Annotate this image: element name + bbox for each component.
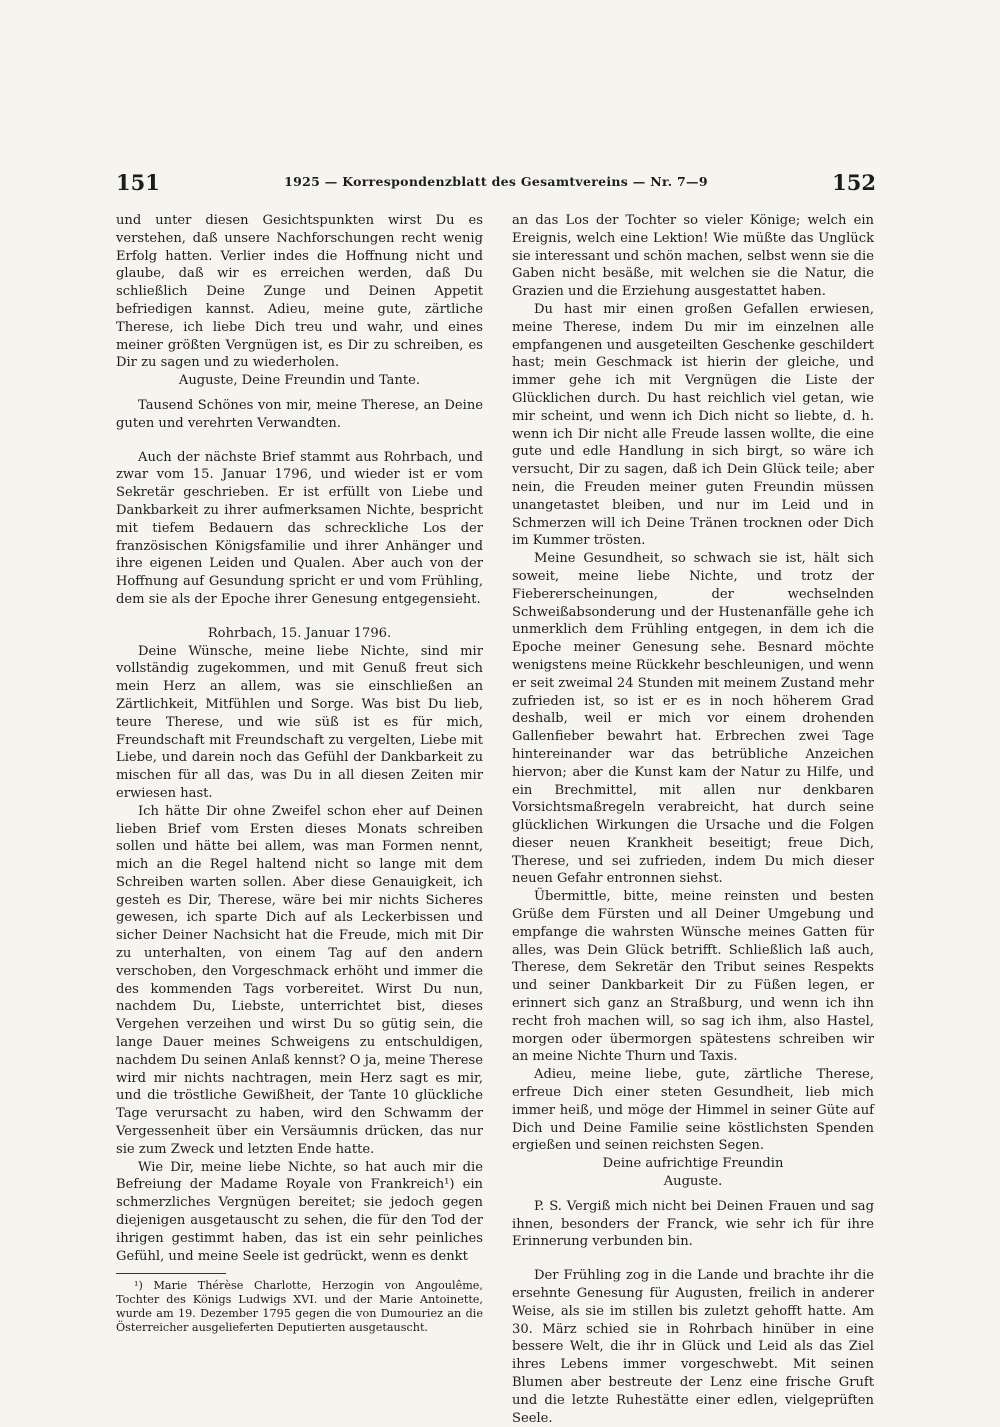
footnote: ¹) Marie Thérèse Charlotte, Herzogin von Angoulême, Tochter des Königs Ludwigs XVI. und der Marie Antoinette, wurde am 19. Dezember 1795 gegen die von Dumouriez an die Österreicher ausgelieferten Deputierten ausgetauscht. xyxy=(116,1279,483,1335)
paragraph: Meine Gesundheit, so schwach sie ist, hält sich soweit, meine liebe Nichte, und trotz der Fiebererscheinungen, der wechselnden Schweißabsonderung und der Hustenanfälle gehe ich unmerklich dem Frühling entgegen, in dem ich die Epoche meiner Genesung sehe. Besnard möchte wenigstens meine Rückkehr beschleunigen, und wenn er seit zweimal 24 Stunden mit meinem Zustand mehr zufrieden ist, so ist er es in noch höherem Grad deshalb, weil er mich vor einem drohenden Gallenfieber bewahrt hat. Erbrechen zwei Tage hintereinander war das betrübliche Anzeichen hiervon; aber die Kunst kam der Natur zu Hilfe, und ein Brechmittel, mit allen nur denkbaren Vorsichtsmaßregeln verabreicht, hat durch seine glücklichen Wirkungen die Ursache und die Folgen dieser neuen Krankheit beseitigt; freue Dich, Therese, und sei zufrieden, indem Du mich dieser neuen Gefahr entronnen siehst. xyxy=(512,551,874,887)
page-number-left: 151 xyxy=(116,170,160,195)
paragraph: Adieu, meine liebe, gute, zärtliche Therese, erfreue Dich einer steten Gesundheit, lieb mich immer heiß, und möge der Himmel in seiner Güte auf Dich und Deine Familie seine köstlichsten Spenden ergießen und seinen reichsten Segen. xyxy=(512,1067,874,1154)
paragraph: an das Los der Tochter so vieler Könige; welch ein Ereignis, welch eine Lektion! Wie müßte das Unglück sie interessant und schön machen, selbst wenn sie die Gaben nicht besäße, mit welchen sie die Natur, die Grazien und die Erziehung ausgestattet haben. xyxy=(512,213,874,300)
footnote-divider xyxy=(116,1273,226,1274)
paragraph: Du hast mir einen großen Gefallen erwiesen, meine Therese, indem Du mir im einzelnen alle empfangenen und ausgeteilten Geschenke geschildert hast; mein Geschmack ist hierin der gleiche, und immer gehe ich mit Vergnügen die Liste der Glücklichen durch. Du hast reichlich viel getan, wie mir scheint, und wenn ich Dich nicht so liebte, d. h. wenn ich Dir nicht alle Freude lassen wollte, die eine gute und edle Handlung in sich birgt, so wäre ich versucht, Dir zu sagen, daß ich Dein Glück teile; aber nein, die Freuden meiner guten Freundin müssen unangetastet bleiben, und nur im Leid und in Schmerzen will ich Deine Tränen trocknen oder Dich im Kummer trösten. xyxy=(512,301,874,549)
paragraph: Auch der nächste Brief stammt aus Rohrbach, und zwar vom 15. Januar 1796, und wieder ist er vom Sekretär geschrieben. Er ist erfüllt von Liebe und Dankbarkeit zu ihrer aufmerksamen Nichte, bespricht mit tiefem Bedauern das schreckliche Los der französischen Königsfamilie und ihrer Anhänger und ihre eigenen Leiden und Qualen. Aber auch von der Hoffnung auf Gesundung spricht er und vom Frühling, dem sie als der Epoche ihrer Genesung entgegensieht. xyxy=(116,449,483,607)
paragraph: Deine Wünsche, meine liebe Nichte, sind mir vollständig zugekommen, und mit Genuß freut sich mein Herz an allem, was sie einschließen an Zärtlichkeit, Mitfühlen und Sorge. Was bist Du lieb, teure Therese, und wie süß ist es für mich, Freundschaft mit Freundschaft zu vergelten, Liebe mit Liebe, und darein noch das Gefühl der Dankbarkeit zu mischen für all das, was Du in all diesen Zeiten mir erwiesen hast. xyxy=(116,643,483,801)
dateline: Rohrbach, 15. Januar 1796. xyxy=(207,625,392,641)
paragraph: Ich hätte Dir ohne Zweifel schon eher auf Deinen lieben Brief vom Ersten dieses Monats schreiben sollen und hätte bei allem, was man Formen nennt, mich an die Regel haltend nicht so lange mit dem Schreiben warten sollen. Aber diese Genauigkeit, ich gesteh es Dir, Therese, wäre bei mir nichts Sicheres gewesen, ich sparte Dich auf als Leckerbissen und sicher Deiner Nachsicht hat die Freude, mich mit Dir zu unterhalten, von einem Tag auf den andern verschoben, den Vorgeschmack erhöht und immer die des kommenden Tags vorbereitet. Wirst Du nun, nachdem Du, Liebste, unterrichtet bist, dieses Vergehen verzeihen und wirst Du so gütig sein, die lange Dauer meines Schweigens zu entschuldigen, nachdem Du seinen Anlaß kennst? O ja, meine Therese wird mir nichts nachtragen, mein Herz sagt es mir, und die tröstliche Gewißheit, der Tante 10 glückliche Tage verursacht zu haben, wird den Schwamm der Vergessenheit über ein Versäumnis drücken, das nur sie zum Zweck und letzten Ende hatte. xyxy=(116,803,483,1157)
paragraph: Wie Dir, meine liebe Nichte, so hat auch mir die Befreiung der Madame Royale von Frankreich¹) ein schmerzliches Vergnügen bereitet; sie jedoch gegen diejenigen ausgetauscht zu sehen, die für den Tod der ihrigen gestimmt haben, das ist ein sehr peinliches Gefühl, und meine Seele ist gedrückt, wenn es denkt xyxy=(116,1159,483,1264)
right-column xyxy=(512,212,874,1427)
paragraph: und unter diesen Gesichtspunkten wirst Du es verstehen, daß unsere Nachforschungen recht wenig Erfolg hatten. Verlier indes die Hoffnung nicht und glaube, daß wir es erreichen werden, daß Du schließlich Deine Zunge und Deinen Appetit befriedigen kannst. Adieu, meine gute, zärtliche Therese, ich liebe Dich treu und wahr, und eines meiner größten Vergnügen ist, es Dir zu schreiben, es Dir zu sagen und zu wiederholen. xyxy=(116,213,483,371)
signature-name: Auguste. xyxy=(663,1174,723,1190)
running-title: 1925 — Korrespondenzblatt des Gesamtvereins — Nr. 7—9 xyxy=(284,174,708,189)
postscript: P. S. Vergiß mich nicht bei Deinen Frauen und sag ihnen, besonders der Franck, wie sehr ich für ihre Erinnerung verbunden bin. xyxy=(512,1198,874,1250)
signature: Auguste, Deine Freundin und Tante. xyxy=(178,373,421,389)
signature: Deine aufrichtige Freundin xyxy=(602,1156,784,1172)
left-column xyxy=(116,212,483,1335)
paragraph: Der Frühling zog in die Lande und brachte ihr die ersehnte Genesung für Augusten, freilich in anderer Weise, als sie im stillen bis zuletzt gehofft hatte. Am 30. März schied sie in Rohrbach hinüber in eine bessere Welt, die ihr in Glück und Leid als das Ziel ihres Lebens immer vorgeschwebt. Mit seinen Blumen aber bestreute der Lenz eine frische Gruft und die letzte Ruhestätte einer edlen, vielgeprüften Seele. xyxy=(512,1268,874,1426)
page-header xyxy=(116,170,876,200)
paragraph: Tausend Schönes von mir, meine Therese, an Deine guten und verehrten Verwandten. xyxy=(116,397,483,431)
paragraph: Übermittle, bitte, meine reinsten und besten Grüße dem Fürsten und all Deiner Umgebung und empfange die wahrsten Wünsche meines Gatten für alles, was Dein Glück betrifft. Schließlich laß auch, Therese, dem Sekretär den Tribut seines Respekts und seiner Dankbarkeit Dir zu Füßen legen, er erinnert sich ganz an Straßburg, und wenn ich ihn recht froh machen will, so sag ich ihm, also Hastel, morgen oder übermorgen spätestens schreiben wir an meine Nichte Thurn und Taxis. xyxy=(512,889,874,1065)
page-number-right: 152 xyxy=(832,170,876,195)
